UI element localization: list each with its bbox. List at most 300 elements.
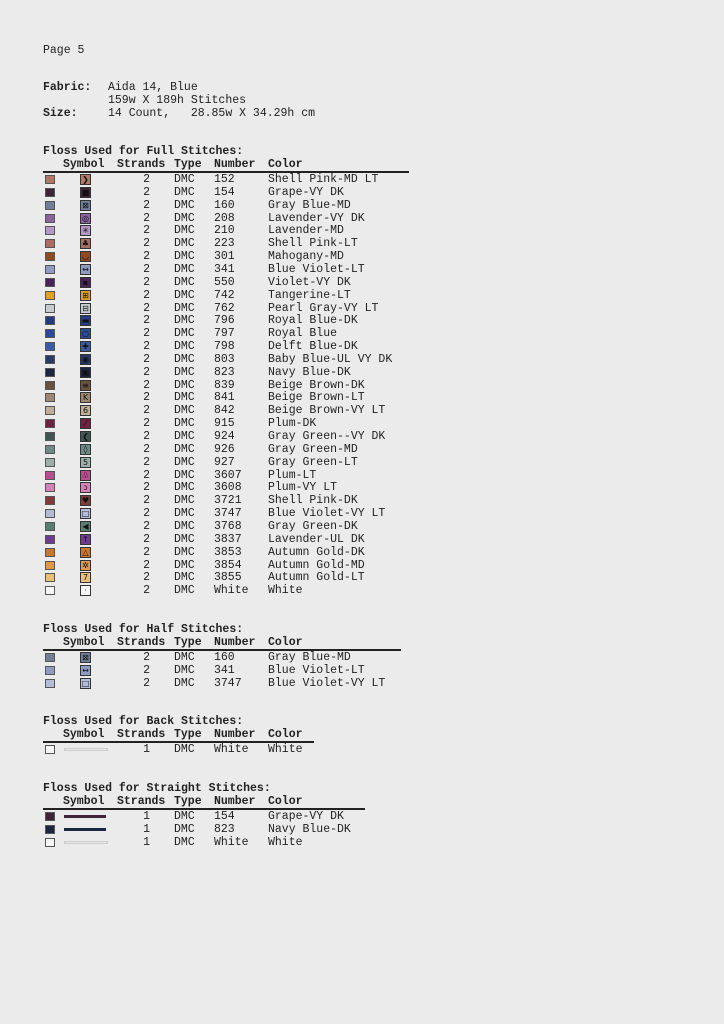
color-swatch: [45, 496, 55, 505]
stitch-symbol-icon: ⊠: [80, 200, 91, 211]
column-header-symbol: Symbol: [63, 158, 105, 171]
floss-row: [0, 430, 724, 443]
floss-color-name: Gray Blue-MD: [268, 198, 351, 212]
strands-value: 2: [143, 288, 150, 302]
strands-value: 2: [143, 352, 150, 366]
column-header-color: Color: [268, 636, 303, 649]
color-swatch: [45, 316, 55, 325]
floss-number: 341: [214, 262, 235, 276]
column-header-row: [0, 795, 724, 808]
floss-type: DMC: [174, 314, 195, 328]
floss-number: 3747: [214, 507, 242, 521]
column-header-number: Number: [214, 636, 256, 649]
floss-color-name: Gray Green--VY DK: [268, 430, 386, 443]
floss-number: 823: [214, 365, 235, 379]
floss-type: DMC: [174, 237, 195, 251]
floss-type: DMC: [174, 198, 195, 212]
floss-number: 3721: [214, 494, 242, 508]
floss-type: DMC: [174, 494, 195, 508]
floss-number: 742: [214, 288, 235, 302]
floss-type: DMC: [174, 211, 195, 225]
floss-color-name: Blue Violet-LT: [268, 663, 365, 677]
floss-type: DMC: [174, 404, 195, 418]
floss-row: [0, 559, 724, 572]
color-swatch: [45, 471, 55, 480]
floss-number: 3768: [214, 519, 242, 533]
floss-row: [0, 276, 724, 289]
stitch-symbol-icon: ◉: [80, 354, 91, 365]
strands-value: 2: [143, 430, 150, 443]
floss-number: 841: [214, 391, 235, 405]
strands-value: 2: [143, 262, 150, 276]
color-swatch: [45, 188, 55, 197]
column-header-color: Color: [268, 158, 303, 171]
column-header-row: [0, 158, 724, 171]
column-header-strands: Strands: [117, 636, 166, 649]
floss-row: [0, 186, 724, 199]
floss-type: DMC: [174, 455, 195, 469]
floss-color-name: Mahogany-MD: [268, 250, 344, 264]
floss-color-name: Plum-DK: [268, 417, 317, 431]
floss-type: DMC: [174, 442, 195, 456]
floss-color-name: Navy Blue-DK: [268, 365, 351, 379]
floss-color-name: Baby Blue-UL VY DK: [268, 352, 393, 366]
strands-value: 2: [143, 558, 150, 572]
floss-number: 797: [214, 327, 235, 341]
floss-type: DMC: [174, 584, 195, 598]
floss-row: [0, 546, 724, 559]
color-swatch: [45, 291, 55, 300]
floss-color-name: Blue Violet-VY LT: [268, 676, 386, 690]
column-header-strands: Strands: [117, 158, 166, 171]
color-swatch: [45, 381, 55, 390]
floss-row: [0, 743, 724, 756]
stitch-symbol-icon: □: [81, 509, 90, 519]
floss-color-name: White: [268, 584, 303, 598]
column-header-type: Type: [174, 636, 202, 649]
stitch-symbol-icon: ♥: [81, 496, 90, 506]
floss-row: [0, 353, 724, 366]
stitch-symbol-icon: ✲: [80, 560, 91, 571]
floss-row: [0, 417, 724, 430]
floss-color-name: Plum-VY LT: [268, 481, 338, 495]
floss-color-name: Blue Violet-VY LT: [268, 507, 386, 521]
floss-number: 3607: [214, 468, 242, 482]
section-title: Floss Used for Half Stitches:: [43, 623, 244, 636]
floss-color-name: Lavender-UL DK: [268, 532, 365, 546]
floss-number: 823: [214, 822, 235, 836]
column-header-strands: Strands: [117, 728, 166, 741]
color-swatch: [45, 509, 55, 518]
floss-row: [0, 520, 724, 533]
color-swatch: [45, 561, 55, 570]
strands-value: 2: [143, 468, 150, 482]
strands-value: 2: [143, 365, 150, 379]
floss-color-name: Gray Green-LT: [268, 455, 358, 469]
floss-row: [0, 302, 724, 315]
stitch-symbol-icon: ❮: [80, 431, 91, 442]
floss-number: 160: [214, 651, 235, 664]
floss-type: DMC: [174, 417, 195, 431]
strands-value: 2: [143, 391, 150, 405]
floss-row: [0, 379, 724, 392]
floss-type: DMC: [174, 301, 195, 315]
floss-color-name: Shell Pink-LT: [268, 237, 358, 251]
stitch-symbol-icon: ⁄: [80, 418, 91, 429]
floss-type: DMC: [174, 519, 195, 533]
floss-number: 301: [214, 250, 235, 264]
stitch-symbol-icon: 5: [80, 457, 91, 468]
color-swatch: [45, 201, 55, 210]
color-swatch: [45, 419, 55, 428]
floss-row: [0, 571, 724, 584]
color-swatch: [45, 483, 55, 492]
floss-number: 154: [214, 185, 235, 199]
floss-color-name: Autumn Gold-LT: [268, 571, 365, 585]
color-swatch: [45, 355, 55, 364]
floss-color-name: Navy Blue-DK: [268, 822, 351, 836]
floss-row: [0, 823, 724, 836]
floss-color-name: Beige Brown-VY LT: [268, 404, 386, 418]
floss-row: [0, 340, 724, 353]
floss-type: DMC: [174, 262, 195, 276]
floss-color-name: Beige Brown-DK: [268, 378, 365, 392]
strands-value: 2: [143, 663, 150, 677]
stitch-symbol-icon: ↔: [80, 665, 91, 676]
floss-color-name: Autumn Gold-MD: [268, 558, 365, 572]
floss-number: 223: [214, 237, 235, 251]
color-swatch: [45, 522, 55, 531]
stitch-symbol-icon: ⊠: [80, 652, 91, 663]
floss-number: 152: [214, 173, 235, 186]
line-symbol: [64, 815, 106, 818]
floss-type: DMC: [174, 545, 195, 559]
column-header-strands: Strands: [117, 795, 166, 808]
stitch-symbol-icon: 6: [80, 405, 91, 416]
floss-color-name: Pearl Gray-VY LT: [268, 301, 379, 315]
floss-type: DMC: [174, 340, 195, 354]
floss-color-name: Royal Blue: [268, 327, 338, 341]
fabric-value: Aida 14, Blue: [108, 81, 198, 94]
floss-number: 915: [214, 417, 235, 431]
floss-row: [0, 199, 724, 212]
floss-type: DMC: [174, 250, 195, 264]
fabric-label: Fabric:: [43, 81, 92, 94]
strands-value: 2: [143, 275, 150, 289]
stitch-symbol-icon: ▬: [81, 316, 90, 326]
strands-value: 2: [143, 404, 150, 418]
stitch-symbol-icon: ■: [81, 187, 90, 197]
strands-value: 2: [143, 481, 150, 495]
floss-number: 924: [214, 430, 235, 443]
strands-value: 2: [143, 211, 150, 225]
floss-type: DMC: [174, 810, 195, 823]
strands-value: 1: [143, 822, 150, 836]
section-title: Floss Used for Back Stitches:: [43, 715, 244, 728]
strands-value: 1: [143, 810, 150, 823]
floss-row: [0, 443, 724, 456]
column-header-number: Number: [214, 795, 256, 808]
floss-row: [0, 664, 724, 677]
floss-row: [0, 366, 724, 379]
page-label: Page 5: [43, 44, 85, 57]
stitch-symbol-icon: ♣: [81, 239, 90, 249]
stitch-symbol-icon: ≡: [80, 380, 91, 391]
column-header-type: Type: [174, 158, 202, 171]
column-header-color: Color: [268, 728, 303, 741]
stitch-symbol-icon: K: [80, 392, 91, 403]
column-header-type: Type: [174, 728, 202, 741]
floss-row: [0, 494, 724, 507]
floss-row: [0, 677, 724, 690]
floss-type: DMC: [174, 185, 195, 199]
floss-color-name: Gray Green-MD: [268, 442, 358, 456]
strands-value: 2: [143, 532, 150, 546]
size-label: Size:: [43, 107, 78, 120]
floss-number: 154: [214, 810, 235, 823]
floss-row: [0, 289, 724, 302]
floss-color-name: Gray Green-DK: [268, 519, 358, 533]
stitch-symbol-icon: ✳: [80, 225, 91, 236]
floss-row: [0, 404, 724, 417]
strands-value: 2: [143, 173, 150, 186]
color-swatch: [45, 393, 55, 402]
floss-type: DMC: [174, 835, 195, 849]
floss-type: DMC: [174, 365, 195, 379]
color-swatch: [45, 239, 55, 248]
color-swatch: [45, 458, 55, 467]
floss-row: [0, 173, 724, 186]
floss-number: 3837: [214, 532, 242, 546]
floss-row: [0, 327, 724, 340]
floss-color-name: Royal Blue-DK: [268, 314, 358, 328]
floss-color-name: Lavender-MD: [268, 224, 344, 238]
section-title: Floss Used for Straight Stitches:: [43, 782, 271, 795]
stitch-symbol-icon: ⊟: [80, 303, 91, 314]
column-header-color: Color: [268, 795, 303, 808]
floss-color-name: Gray Blue-MD: [268, 651, 351, 664]
color-swatch: [45, 573, 55, 582]
floss-type: DMC: [174, 224, 195, 238]
floss-type: DMC: [174, 173, 195, 186]
floss-number: 160: [214, 198, 235, 212]
line-symbol: [64, 748, 108, 751]
strands-value: 2: [143, 519, 150, 533]
floss-row: [0, 481, 724, 494]
color-swatch: [45, 175, 55, 184]
stitch-symbol-icon: ◎: [80, 213, 91, 224]
floss-row: [0, 533, 724, 546]
floss-type: DMC: [174, 507, 195, 521]
stitch-symbol-icon: ·: [80, 585, 91, 596]
floss-row: [0, 469, 724, 482]
size-value: 14 Count, 28.85w X 34.29h cm: [108, 107, 316, 120]
floss-number: 341: [214, 663, 235, 677]
strands-value: 2: [143, 314, 150, 328]
floss-color-name: Delft Blue-DK: [268, 340, 358, 354]
floss-color-name: Shell Pink-MD LT: [268, 173, 379, 186]
strands-value: 1: [143, 743, 150, 756]
floss-number: White: [214, 584, 249, 598]
color-swatch: [45, 265, 55, 274]
floss-color-name: Shell Pink-DK: [268, 494, 358, 508]
strands-value: 2: [143, 494, 150, 508]
column-header-number: Number: [214, 158, 256, 171]
floss-color-name: Beige Brown-LT: [268, 391, 365, 405]
strands-value: 2: [143, 417, 150, 431]
floss-color-name: Grape-VY DK: [268, 185, 344, 199]
floss-color-name: Tangerine-LT: [268, 288, 351, 302]
strands-value: 2: [143, 676, 150, 690]
color-swatch: [45, 226, 55, 235]
color-swatch: [45, 586, 55, 595]
floss-number: 842: [214, 404, 235, 418]
floss-row: [0, 456, 724, 469]
floss-number: 3855: [214, 571, 242, 585]
stitch-symbol-icon: ♧: [81, 470, 90, 480]
strands-value: 1: [143, 835, 150, 849]
floss-row: [0, 507, 724, 520]
floss-type: DMC: [174, 352, 195, 366]
floss-number: 762: [214, 301, 235, 315]
stitch-symbol-icon: ↔: [80, 264, 91, 275]
strands-value: 2: [143, 340, 150, 354]
floss-type: DMC: [174, 571, 195, 585]
floss-row: [0, 651, 724, 664]
color-swatch: [45, 812, 55, 821]
color-swatch: [45, 406, 55, 415]
floss-number: 839: [214, 378, 235, 392]
floss-type: DMC: [174, 430, 195, 443]
strands-value: 2: [143, 198, 150, 212]
floss-number: 926: [214, 442, 235, 456]
column-header-number: Number: [214, 728, 256, 741]
color-swatch: [45, 679, 55, 688]
floss-row: [0, 584, 724, 597]
color-swatch: [45, 825, 55, 834]
floss-row: [0, 836, 724, 849]
floss-number: 796: [214, 314, 235, 328]
floss-number: 550: [214, 275, 235, 289]
floss-type: DMC: [174, 676, 195, 690]
floss-row: [0, 237, 724, 250]
floss-row: [0, 263, 724, 276]
floss-number: White: [214, 743, 249, 756]
color-swatch: [45, 445, 55, 454]
strands-value: 2: [143, 571, 150, 585]
floss-type: DMC: [174, 378, 195, 392]
strands-value: 2: [143, 507, 150, 521]
stitch-symbol-icon: ○: [80, 328, 91, 339]
stitch-symbol-icon: ↄ: [80, 482, 91, 493]
color-swatch: [45, 838, 55, 847]
strands-value: 2: [143, 250, 150, 264]
stitch-symbol-icon: ◊: [80, 444, 91, 455]
column-header-type: Type: [174, 795, 202, 808]
stitch-symbol-icon: □: [81, 678, 90, 688]
stitch-symbol-icon: ✚: [80, 341, 91, 352]
stitch-symbol-icon: ◡: [80, 251, 91, 262]
color-swatch: [45, 368, 55, 377]
color-swatch: [45, 432, 55, 441]
floss-type: DMC: [174, 468, 195, 482]
color-swatch: [45, 745, 55, 754]
stitch-symbol-icon: ❯: [80, 174, 91, 185]
floss-color-name: Lavender-VY DK: [268, 211, 365, 225]
stitch-symbol-icon: △: [80, 547, 91, 558]
color-swatch: [45, 548, 55, 557]
floss-row: [0, 250, 724, 263]
color-swatch: [45, 329, 55, 338]
strands-value: 2: [143, 224, 150, 238]
color-swatch: [45, 304, 55, 313]
column-header-row: [0, 728, 724, 741]
strands-value: 2: [143, 651, 150, 664]
floss-number: 798: [214, 340, 235, 354]
stitch-symbol-icon: ⊞: [80, 290, 91, 301]
stitch-symbol-icon: ◀: [80, 521, 91, 532]
color-swatch: [45, 278, 55, 287]
floss-number: 208: [214, 211, 235, 225]
column-header-symbol: Symbol: [63, 636, 105, 649]
floss-color-name: Plum-LT: [268, 468, 317, 482]
floss-number: 3854: [214, 558, 242, 572]
floss-number: 3853: [214, 545, 242, 559]
floss-number: 3747: [214, 676, 242, 690]
floss-row: [0, 314, 724, 327]
floss-type: DMC: [174, 743, 195, 756]
strands-value: 2: [143, 378, 150, 392]
stitch-symbol-icon: ▣: [81, 367, 90, 377]
column-header-symbol: Symbol: [63, 795, 105, 808]
color-swatch: [45, 666, 55, 675]
floss-type: DMC: [174, 327, 195, 341]
color-swatch: [45, 252, 55, 261]
stitch-symbol-icon: ↑: [80, 534, 91, 545]
color-swatch: [45, 653, 55, 662]
floss-color-name: White: [268, 835, 303, 849]
floss-number: White: [214, 835, 249, 849]
strands-value: 2: [143, 545, 150, 559]
floss-color-name: Grape-VY DK: [268, 810, 344, 823]
strands-value: 2: [143, 455, 150, 469]
column-header-symbol: Symbol: [63, 728, 105, 741]
floss-type: DMC: [174, 288, 195, 302]
floss-number: 927: [214, 455, 235, 469]
stitch-count-value: 159w X 189h Stitches: [108, 94, 247, 107]
section-title: Floss Used for Full Stitches:: [43, 145, 244, 158]
floss-row: [0, 391, 724, 404]
color-swatch: [45, 535, 55, 544]
strands-value: 2: [143, 185, 150, 199]
floss-type: DMC: [174, 651, 195, 664]
floss-row: [0, 810, 724, 823]
floss-row: [0, 224, 724, 237]
strands-value: 2: [143, 237, 150, 251]
floss-color-name: Violet-VY DK: [268, 275, 351, 289]
line-symbol: [64, 828, 106, 831]
floss-type: DMC: [174, 391, 195, 405]
floss-color-name: Autumn Gold-DK: [268, 545, 365, 559]
strands-value: 2: [143, 442, 150, 456]
column-header-row: [0, 636, 724, 649]
floss-number: 803: [214, 352, 235, 366]
floss-type: DMC: [174, 558, 195, 572]
color-swatch: [45, 214, 55, 223]
line-symbol: [64, 841, 108, 844]
color-swatch: [45, 342, 55, 351]
floss-row: [0, 212, 724, 225]
